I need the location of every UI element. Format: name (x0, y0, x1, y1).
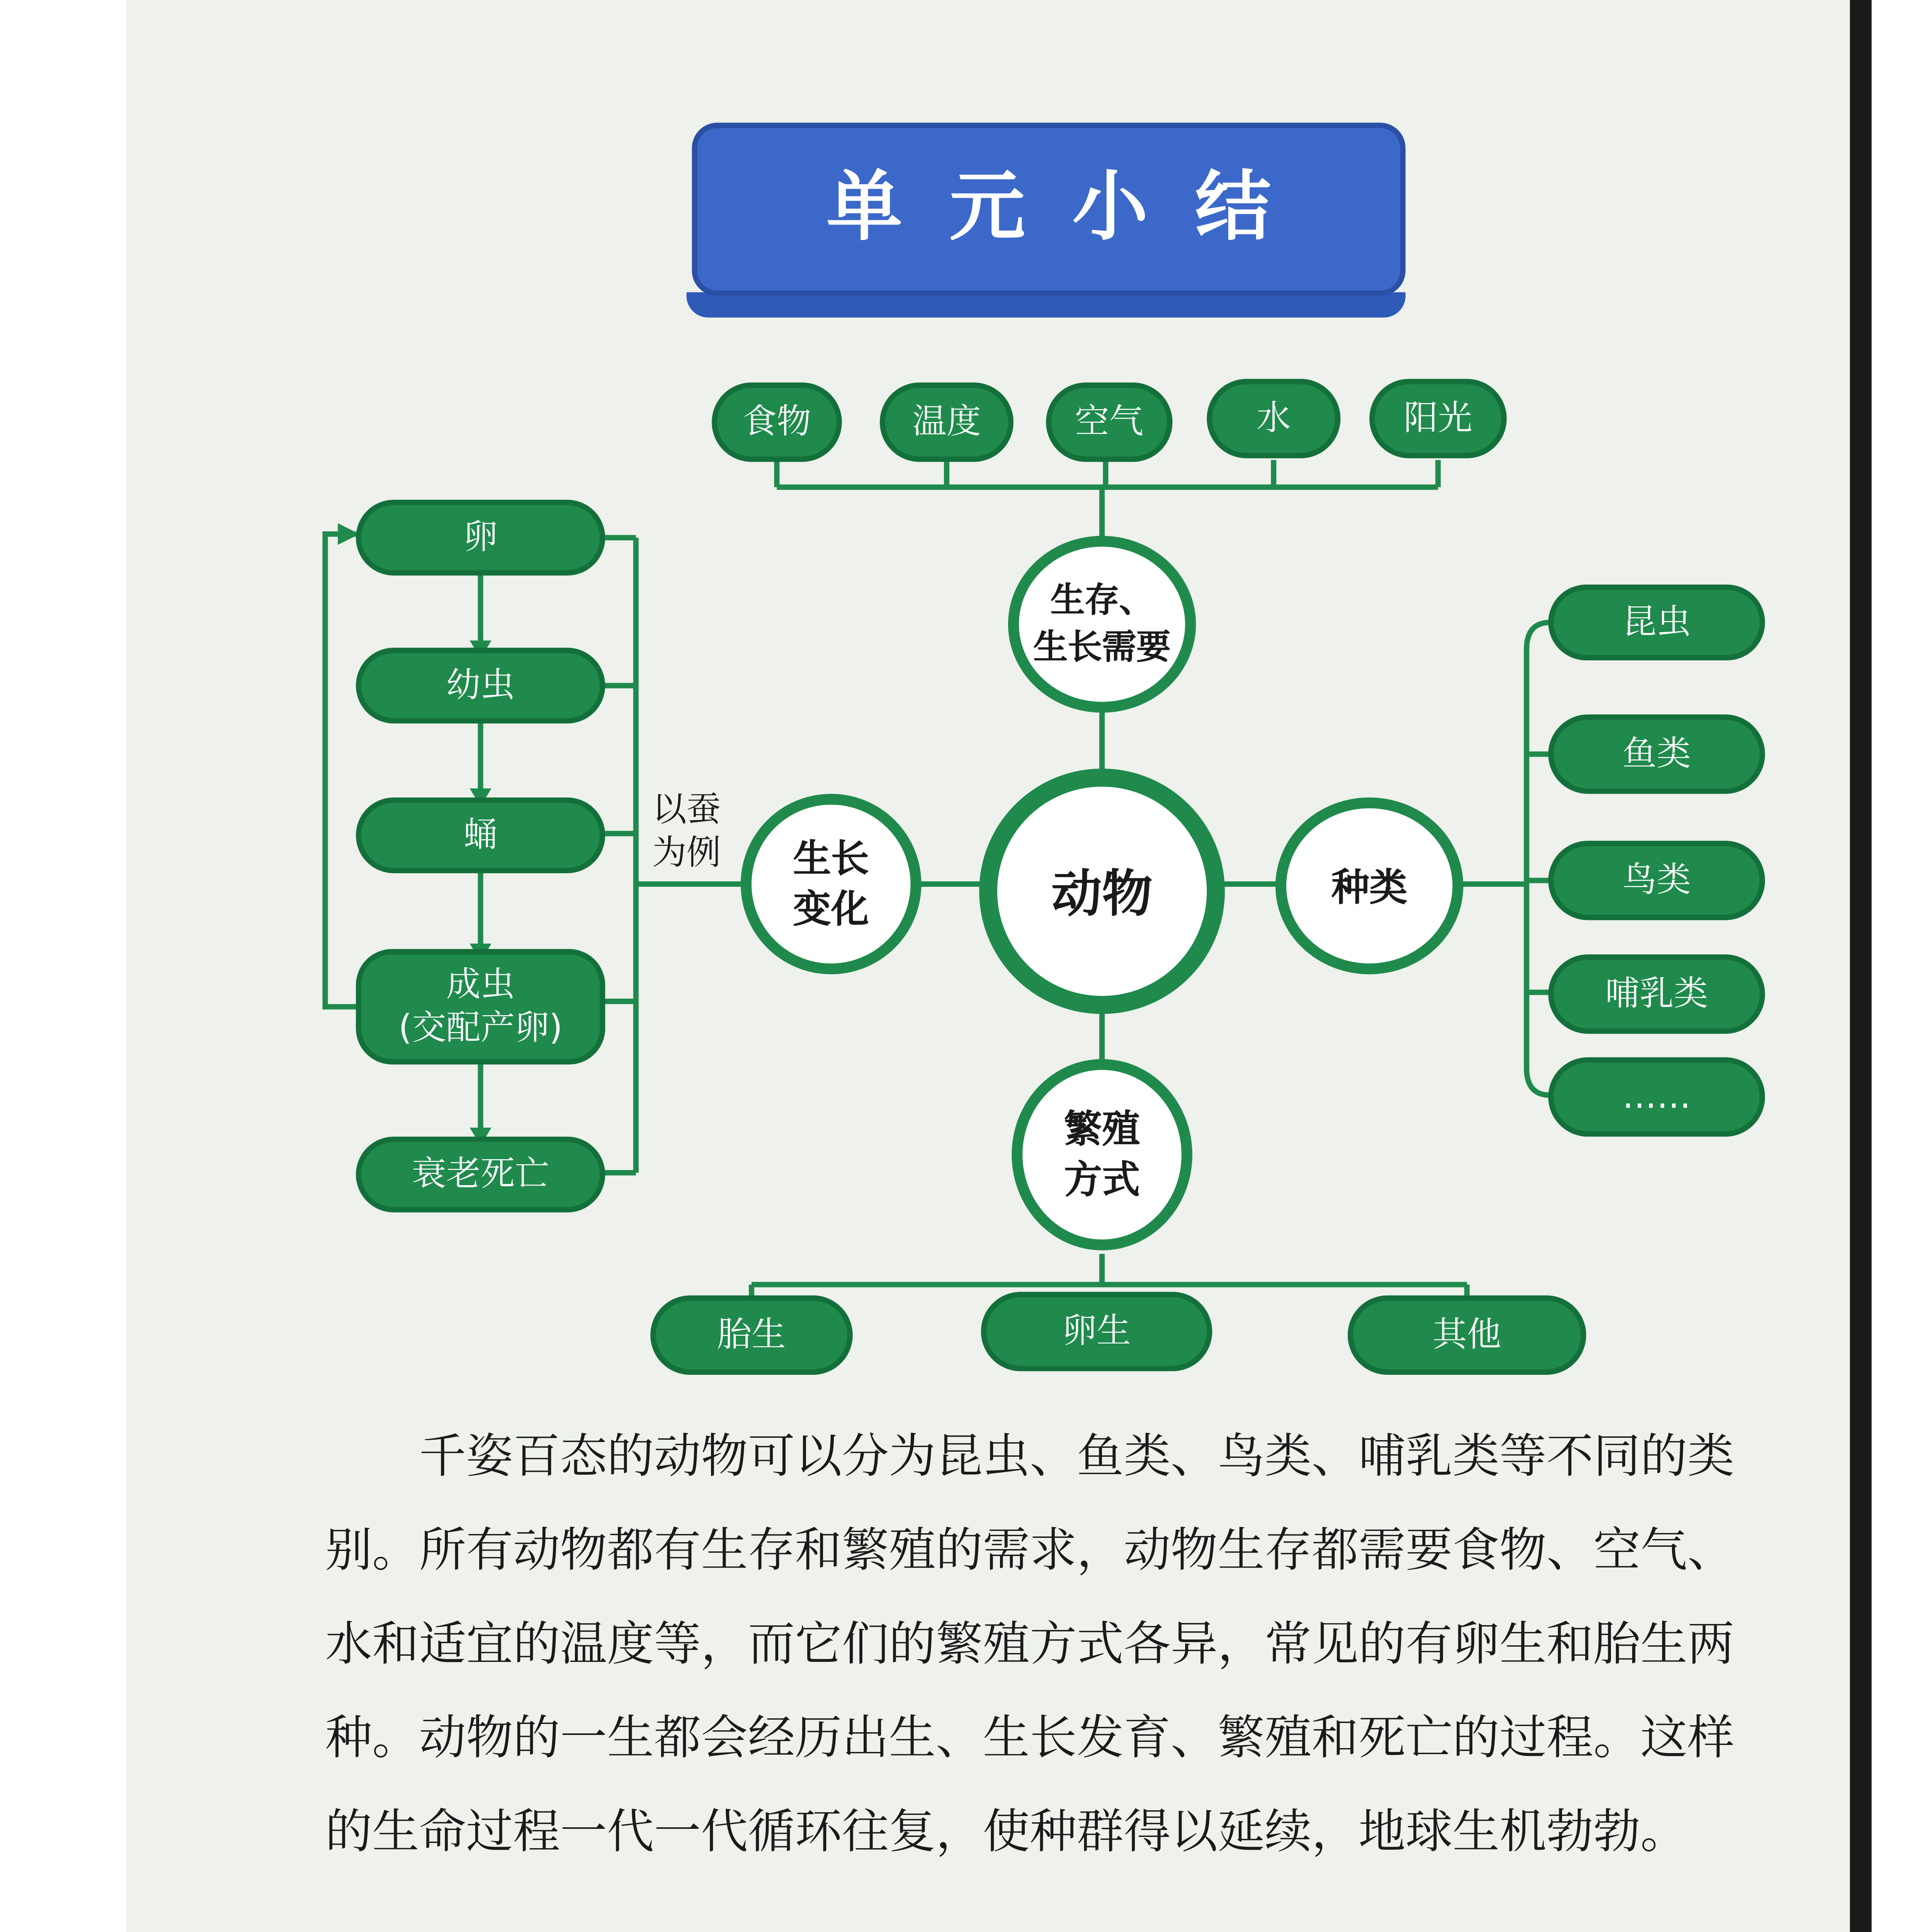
summary-paragraph (325, 1411, 1770, 1880)
reproduction-line1: 繁殖 (1064, 1107, 1140, 1151)
stage-adult (356, 949, 605, 1065)
summary-text: 千姿百态的动物可以分为昆虫、鱼类、鸟类、哺乳类等不同的类别。所有动物都有生存和繁殖的需求，动物生存都需要食物、空气、水和适宜的温度等，而它们的繁殖方式各异，常见的有卵生和胎生两种。动物的一生都会经历出生、生长发育、繁殖和死亡的过程。这样的生命过程一代一代循环往复，使种群得以延续，地球生机勃勃。 (325, 1430, 1735, 1861)
species-more: …… (1548, 1057, 1765, 1136)
growth-line2: 变化 (793, 888, 869, 931)
species-label: 种类 (1331, 866, 1408, 910)
stage-pupa: 蛹 (356, 798, 605, 873)
survival-node (1008, 536, 1196, 713)
example-line1: 以蚕 (652, 790, 721, 830)
survival-line2: 生长需要 (1033, 628, 1171, 668)
reproduction-node (1012, 1059, 1192, 1250)
reproduction-viviparous: 胎生 (650, 1296, 853, 1375)
species-mammal: 哺乳类 (1548, 954, 1765, 1034)
need-water: 水 (1207, 379, 1340, 458)
center-node (979, 769, 1225, 1014)
growth-node (741, 794, 922, 974)
stage-larva: 幼虫 (356, 648, 605, 723)
example-line2: 为例 (652, 833, 721, 873)
species-bird: 鸟类 (1548, 841, 1765, 920)
center-label: 动物 (1051, 864, 1153, 924)
need-temperature: 温度 (880, 383, 1014, 462)
stage-adult-line2: (交配产卵) (398, 1009, 563, 1048)
reproduction-oviparous: 卵生 (981, 1292, 1212, 1371)
survival-line1: 生存、 (1050, 581, 1154, 621)
growth-example (652, 788, 721, 875)
species-insect: 昆虫 (1548, 585, 1765, 660)
stage-adult-line1: 成虫 (446, 965, 515, 1005)
reproduction-other: 其他 (1348, 1296, 1586, 1375)
stage-death: 衰老死亡 (356, 1137, 605, 1213)
species-node (1276, 798, 1463, 975)
species-fish: 鱼类 (1548, 714, 1765, 794)
page-title: 单元小结 (826, 162, 1318, 251)
reproduction-line2: 方式 (1064, 1158, 1140, 1202)
need-sunlight: 阳光 (1369, 379, 1507, 458)
need-air: 空气 (1046, 383, 1172, 462)
growth-line1: 生长 (793, 837, 869, 881)
need-food: 食物 (712, 383, 842, 462)
stage-egg: 卵 (356, 500, 605, 575)
